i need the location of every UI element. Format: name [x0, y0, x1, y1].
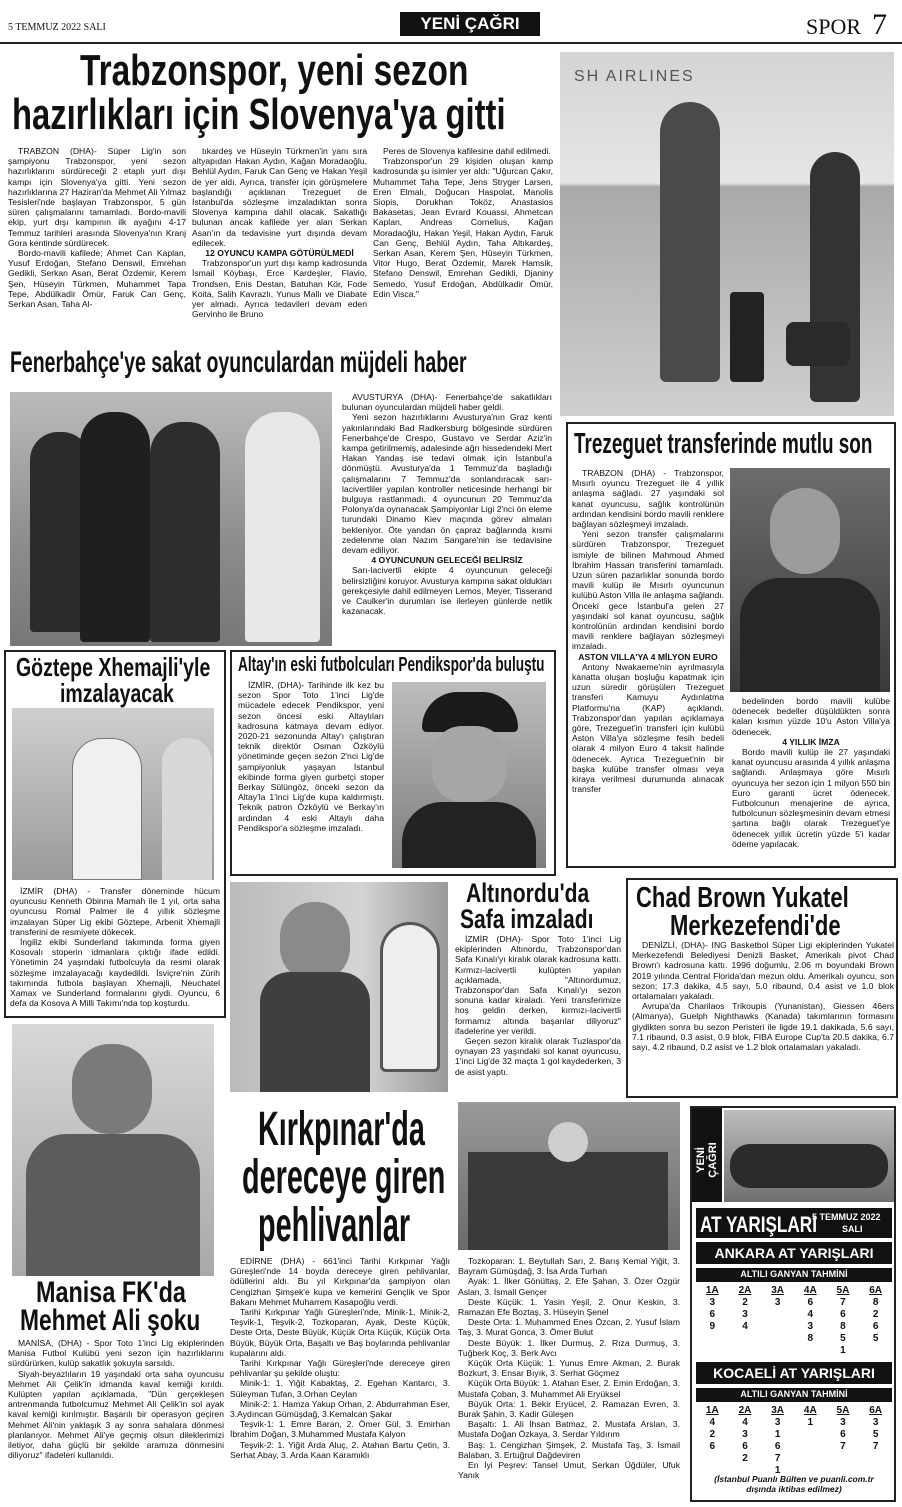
article-trabzonspor-col3: Peres de Slovenya kafilesine dahil edilmedi. Trabzonspor'un 29 kişiden oluşan kamp kadrosunda şu isimler yer aldı: "Uğurcan Çakır, Muhammet Taha Tepe, Jens Stryger Larsen, Eren Elmalı, Doğucan Haspolat, Manolis Siopis, Dorukhan Toköz, Anastasios Bakasetas, Jean Evrard Kouassi, Ahmetcan Kaplan, Andreas Cornelius, Kağan Moradaoğlu, Hakan Yeşil, Hakan Aydın, Faruk Can Genç, Behlül Aydın, Taha Altıkardeş, Serkan Asan, Kerem Şen, Hüseyin Türkmen, Vitor Hugo, Berat Özdemir, Marek Hamsik, Stefano Denswil, Emrehan Gedikli, Djaniny Semedo, Yusuf Erdoğan, Abdülkadir Ömür, Edin Visca.": [373, 146, 553, 299]
ankara-table: [696, 1284, 892, 1356]
headline-trabzonspor-1: Trabzonspor, yeni sezon: [80, 46, 469, 95]
article-trezeguet-col1: TRABZON (DHA) - Trabzonspor, Mısırlı oyuncu Trezeguet ile 4 yıllık anlaşma sağladı. 27 yaşındaki sol kanat oyuncusu, sağlık kontrolünün ardından kendisini bordo mavili renklere bağlayan sözleşmeyi imzaladı. Yeni sezon transfer çalışmalarını sürdüren Trabzonspor, Trezeguet ismiyle de bilinen Mahmoud Ahmed İbrahim Hassan transferini tamamladı. Uzun süren pazarlıklar sonunda bordo mavili kulüp ile Mısırlı oyuncunun kulübü Aston Villa ile anlaşma sağlandı. Önceki gece İstanbul'a gelen 27 yaşındaki sol kanat oyuncusu, sağlık kontrolünün ardından kendisini bordo mavili renklere bağlayan sözleşmeyi imzaladı. ASTON VILLA'YA 4 MİLYON EURO Antony Nwakaeme'nin ayrılmasıyla kanatta oluşan boşluğu kapatmak için uzun süredir görüşülen Trezeguet transferi Kamuyu Aydınlatma Platformu'na (KAP) açıklandı. Trabzonspor'dan yapılan açıklamaya göre, Trezeguet'in transferi için kulübü Aston Villa'ya sözleşme fesih bedeli olarak 4 milyon Euro 4 taksit halinde ödenecek. Ayrıca Trezeguet'nin bir başka kulübe transfer olması veya kiraya verilmesi durumunda alınacak transfer: [572, 468, 724, 795]
photo-trabzonspor-airport: [560, 52, 894, 416]
photo-safa-kinali: [230, 882, 448, 1092]
article-altay: İZMİR, (DHA)- Tarihinde ilk kez bu sezon Spor Toto 1'inci Lig'de mücadele edecek Pendikspor, yeni sezon öncesi eski Altaylıları kadrosuna katmaya devam ediyor. 2020-21 sezonunda Altay'ı çalıştıran teknik direktör Osman Özköylü yönetiminde geçen sezon 2'nci Lig'de şampiyonluk yaşayan İstanbul ekibinde forma giyen gurbetçi stoper Berkay Sülüngöz, önceki sezon da Altay'la 1'inci Lig'de kupa kaldırmıştı. Teknik patron Özköylü ve Berkay'ın ardından 4 eski Altaylı daha Pendikspor'a sözleşme imzaladı.: [238, 680, 384, 833]
section-name: SPOR: [806, 14, 862, 39]
article-altinordu: İZMİR (DHA)- Spor Toto 1'inci Lig ekiplerinden Altınordu, Trabzonspor'dan Safa Kınalı'yı kiralık olarak kadrosuna kattı. Kırmızı-lacivertli kulüpten yapılan açıklamada, "Altınordumuz, Trabzonspor'dan Safa Kınalı'yı sezon sonuna kadar kiraladı. Yeni transferimize hoş geldin derken, kırmızı-lacivertli formamız altında başarılar diliyoruz" ifadelerine yer verildi. Geçen sezon kiralık olarak Tuzlaspor'da oynayan 23 yaşındaki sol kanat oyuncusu, 1'inci Lig'de 32 maçta 1 gol kaydederken, 3 de asist yaptı.: [455, 934, 621, 1077]
article-manisa: MANİSA, (DHA) - Spor Toto 1'inci Lig ekiplerinden Manisa Futbol Kulübü yeni sezon için hazırlıklarını sürdürürken, kulüp sakatlık şokuyla sarsıldı. Siyah-beyazlıların 19 yaşındaki orta saha oyuncusu Mehmet Ali Çelik'in idmanda kaval kemiği kırıldı. Kulüpten yapılan açıklamada, "Dün gerçekleşen antrenmanda futbolcumuz Mehmet Ali Çelik'in sol ayak kaval kemiği kırılmıştır. Başarılı bir operasyon geçiren Mehmet Ali'nin yaklaşık 3 ay sonra sahalara dönmesi planlanıyor. Mehmet Ali'ye geçmiş olsun dileklerimizi iletiyor, daha güçlü bir şekilde aramıza dönmesini diliyoruz" ifadeleri kullanıldı.: [8, 1338, 224, 1461]
headline-fenerbahce: Fenerbahçe'ye sakat oyunculardan müjdeli haber: [10, 346, 467, 379]
headline-manisa-1: Manisa FK'da: [36, 1276, 186, 1309]
headline-chad-brown-2: Merkezefendi'de: [670, 910, 841, 942]
photo-horse-race: [724, 1110, 894, 1202]
table-row: 6 3 4 6 2: [709, 1308, 879, 1320]
kocaeli-table: [696, 1404, 892, 1476]
table-row: 8 5 5: [807, 1332, 879, 1344]
headline-manisa-2: Mehmet Ali şoku: [20, 1304, 201, 1337]
header-rule: [0, 42, 902, 44]
photo-xhemajli: [12, 708, 214, 880]
article-kirkpinar-col1: EDİRNE (DHA) - 661'inci Tarihi Kırkpınar Yağlı Güreşleri'nde 14 boyda dereceye giren pehlivanlar, ödüllerini aldı. Bu yıl Kırkpınar'da şampiyon olan Cengizhan Şimşek'e kupa ve kemerini Gençlik ve Spor Bakanı Mehmet Muharrem Kasapoğlu verdi. Tarihi Kırkpınar Yağlı Güreşleri'nde, Minik-1, Minik-2, Teşvik-1, Teşvik-2, Tozkoparan, Ayak, Deste Küçük, Deste Orta, Deste Büyük, Küçük Orta Küçük, Küçük Orta Büyük, Büyük Orta, Başaltı ve Baş boylarında pehlivanlar kupalarını aldı. Tarihi Kırkpınar Yağlı Güreşleri'nde dereceye giren pehlivanlar şu şekilde oluştu: Minik-1: 1. Yiğit Kabaktaş, 2. Egehan Kantarcı, 3. Süleyman Tufan, 3.Orhan Ceylan Minik-2: 1. Hamza Yakup Orhan, 2. Abdurrahman Eser, 3.Aydıncan Gümüşdağ, 3.Kemalcan Şakar Teşvik-1: 1. Emre Baran, 2. Ömer Gül, 3. Emirhan İbrahim Doğan, 3.Muhammed Mustafa Kalyon Teşvik-2: 1. Yiğit Arda Aluç, 2. Atahan Bartu Çetin, 3. Serhat Abay, 3. Arda Kaan Karamıklı: [230, 1256, 450, 1460]
table-row: 3 2 3 6 7 8: [709, 1296, 879, 1308]
headline-goztepe-2: imzalayacak: [60, 678, 174, 708]
race-date: 5 TEMMUZ 2022: [812, 1212, 881, 1222]
race-footnote: (İstanbul Puanlı Bülten ve puanli.com.tr dışında iktibas edilmez): [714, 1474, 874, 1494]
headline-kirkpinar-3: pehlivanlar: [258, 1199, 411, 1252]
article-trezeguet-col2: bedelinden bordo mavili kulübe ödenecek bedeller düşüldükten sonra kalan kısmın yüzde 10'u Aston Villa'ya ödenecek. 4 YILLIK İMZA Bordo mavili kulüp ile 27 yaşındaki kanat oyuncusu arasında 4 yıllık anlaşma sağlandı. Anlaşmaya göre Mısırlı oyuncuya her sezon için 1 milyon 550 bin Euro garanti ücret ödenecek. Futbolcunun menajerine de ayrıca, futbolcunun sözleşmesinin devam etmesi şartına bağlı olarak Trezeguet'ye ödenecek yıllık ücretin yüzde 5'i kadar ödeme yapılacak.: [732, 696, 890, 849]
aircraft-lettering: SH AIRLINES: [574, 68, 695, 85]
headline-goztepe-1: Göztepe Xhemajli'yle: [16, 652, 211, 682]
ankara-header-row: 1A 2A 3A 4A 5A 6A: [705, 1284, 883, 1296]
article-chad-brown: DENİZLİ, (DHA)- ING Basketbol Süper Ligi ekiplerinden Yukatel Merkezefendi Belediyesi Denizli Basket, Amerikalı pivot Chad Brown'ı kadrosuna kattı. 1996 doğumlu, 2.06 m boyundaki Brown 2019 yılında Central Florida'dan mezun oldu. Amerikalı oyuncu, son sezon; 17.3 dakika, 4.5 sayı, 5.0 ribaund, 0.4 asist ve 1.0 blok ortalamaları yakaladı. Avrupa'da Charilaos Trikoupis (Yunanistan), Giessen 46ers (Almanya), Guelph Nighthawks (Kanada) takımlarının formasını giydikten sonra bu sezon Peristeri ile ligde 19.1 dakikada, 5.6 sayı, 7.1 ribaund, 0.3 asist, 0.9 blok, FIBA Europe Cup'ta 20.5 dakika, 6.7 sayı, 4.2 ribaund, 0.2 asist ve 1.2 blok ortalamaları yakaladı.: [632, 940, 894, 1053]
table-row: 2 3 1 6 5: [709, 1428, 879, 1440]
headline-altay: Altay'ın eski futbolcuları Pendikspor'da buluştu: [238, 654, 545, 676]
ankara-title: ANKARA AT YARIŞLARI: [714, 1245, 874, 1261]
table-row: 9 4 3 8 6: [709, 1320, 879, 1332]
headline-altinordu-1: Altınordu'da: [466, 878, 590, 908]
table-row: 4 4 3 1 3 3: [709, 1416, 879, 1428]
race-title: AT YARIŞLARI: [700, 1212, 817, 1237]
headline-trabzonspor-2: hazırlıkları için Slovenya'ya gitti: [12, 90, 506, 139]
issue-date: 5 TEMMUZ 2022 SALI: [8, 22, 106, 33]
race-brand: YENİ ÇAĞRI: [695, 1142, 719, 1178]
headline-trezeguet: Trezeguet transferinde mutlu son: [574, 428, 873, 460]
photo-osman-ozkoylu: [392, 682, 546, 868]
article-fenerbahce: AVUSTURYA (DHA)- Fenerbahçe'de sakatlıkları bulunan oyunculardan müjdeli haber geldi. Yeni sezon hazırlıklarını Avusturya'nın Graz kenti yakınlarındaki Bad Radkersburg bölgesinde sürdüren Fenerbahçe'de Crespo, Gustavo ve Serdar Aziz'in kampa getirilmemiş, adalesinde ağrı hissedendeki Mert Hakan Yandaş ise tedavi olmak için İstanbul'a dönmüştü. Avusturya'da 1 Temmuz'da başladığı çalışmalarını 7 Temmuz'da sonlandıracak sarı-lacivertliler yapılan kontroller neticesinde herhangi bir bulguya rastlanmadı. 4 oyuncunun 20 Temmuz'da Polonya'da oynanacak Şampiyonlar Ligi 2'nci ön eleme turundaki Dinamo Kiev maçında görev almaları bekleniyor. Öte yandan ön çapraz bağlarında kısmi zedelenme olan Nazım Sangare'nin ise tedavisine devam ediliyor. 4 OYUNCUNUN GELECEĞİ BELİRSİZ Sarı-lacivertli ekipte 4 oyuncunun geleceği belirsizliğini koruyor. Avusturya kampına sakat oldukları gerekçesiyle dahil edilmeyen Lemos, Meyer, Tisserand ve Caulker'in durumları ise ilerleyen günlerde netlik kazanacak.: [342, 392, 552, 617]
headline-altinordu-2: Safa imzaladı: [460, 904, 594, 934]
photo-mehmet-ali-celik: [12, 1024, 214, 1276]
kocaeli-sub: ALTILI GANYAN TAHMİNİ: [740, 1389, 848, 1399]
race-day: SALI: [842, 1224, 863, 1234]
table-row: 1: [840, 1344, 846, 1356]
table-row: 2 7: [742, 1452, 781, 1464]
photo-fenerbahce-training: [10, 392, 332, 646]
ankara-sub: ALTILI GANYAN TAHMİNİ: [740, 1269, 848, 1279]
masthead-logo: YENİ ÇAĞRI: [400, 12, 540, 36]
page-number: 7: [872, 8, 887, 41]
headline-chad-brown-1: Chad Brown Yukatel: [636, 882, 849, 914]
table-row: 1: [774, 1464, 781, 1476]
kocaeli-title: KOCAELİ AT YARIŞLARI: [713, 1365, 875, 1381]
headline-kirkpinar-2: dereceye giren: [242, 1151, 446, 1204]
kocaeli-header-row: 1A 2A 3A 4A 5A 6A: [705, 1404, 883, 1416]
photo-trezeguet: [730, 468, 890, 692]
article-goztepe: İZMİR (DHA) - Transfer döneminde hücum oyuncusu Kenneth Obinna Mamah ile 1 yıl, orta saha oyuncusu Romal Palmer ile 4 yıllık sözleşme imzalayan Süper Lig ekibi Göztepe, Arbenit Xhemajli transferini de resmiyete dökecek. İngiliz ekibi Sunderland takımında forma giyen Kosovalı stoperin idmanlara çıktığı ifade edildi. Yönetimin 24 yaşındaki futbolcuyla da resmi olarak sözleşme imzalayacağı kaydedildi. İsviçre'nin Zürih takımında futbola başlayan Xhemajli, Neuchatel Xamax ve Sunderland formalarını giydi. Oyuncu, 6 defa da Kosova A Milli Takımı'nda top koşturdu.: [10, 886, 220, 1009]
photo-kirkpinar-ceremony: [458, 1102, 680, 1250]
article-trabzonspor-col1: TRABZON (DHA)- Süper Lig'in son şampiyonu Trabzonspor, yeni sezon hazırlıklarını sürdüreceği 2 etaplı yurt dışı kampı için Slovenya'ya gitti. Yeni sezon hazırlıklarına 27 Haziran'da Mehmet Ali Yılmaz Tesisleri'nde başlayan Trabzonspor, 5 gün süren çalışmalarını tamamladı. Bordo-mavili ekip, yurt dışı kampının ilk ayağını 4-17 Temmuz tarihleri arasında Slovenya'nın Kranj Gora kentinde sürdürecek. Bordo-mavili kafilede; Ahmet Can Kaplan, Yusuf Erdoğan, Stefano Denswil, Emrehan Gedikli, Serkan Asan, Berat Özdemir, Kerem Şen, Hüseyin Türkmen, Muhammet Tapa Tepe, Abdülkadir Ömür, Faruk Can Genç, Serkan Asan, Taha Al-: [8, 146, 186, 310]
article-trabzonspor-col2: tıkardeş ve Hüseyin Türkmen'in yanı sıra altyapıdan Hakan Aydın, Kağan Moradaoğlu, Behlül Aydın, Faruk Can Genç ve Hakan Yeşil de yer aldı. Ayrıca, transfer için görüşmelere başlandığı açıklanan Trezeguet de İstanbul'da sözleşme imzaladıktan sonra Slovenya kampına dahil olacak. Sakatlığı bulunan ancak kafilede yer alan Serkan Asan'ın da tedavisine yurt dışında devam edilecek. 12 OYUNCU KAMPA GÖTÜRÜLMEDİ Trabzonspor'un yurt dışı kamp kadrosunda İsmail Köybaşı, Erce Kardeşler, Flavio, Trondsen, Enis Destan, Batuhan Kör, Fode Koita, Salih Kavrazlı, Yunus Mallı ve Diabate yer almadı. Ayrıca tedavileri devam eden Gervinho ile Bruno: [192, 146, 367, 320]
article-kirkpinar-col2: Tozkoparan: 1. Beytullah Sarı, 2. Barış Kemal Yiğit, 3. Bayram Gümüşdağ, 3. İsa Arda Turhan Ayak: 1. İlker Gönültaş, 2. Efe Şahan, 3. Özer Özgür Aslan, 3. İsmail Gençer Deste Küçük: 1. Yasin Yeşil, 2. Onur Keskin, 3. Ramazan Efe Boztaş, 3. Hüseyin Şenel Deste Orta: 1. Muhammed Enes Özcan, 2. Yusuf İslam Taş, 3. Murat Gonca, 3. Ömer Bulut Deste Büyük: 1. İlker Durmuş, 2. Rıza Durmuş, 3. Tuğberk Koç, 3. Berk Avcı Küçük Orta Küçük: 1. Yunus Emre Akman, 2. Burak Bozkurt, 3. Ensar Bıyık, 3. Serhat Göçmez Küçük Orta Büyük: 1. Atahan Eser, 2. Emin Erdoğan, 3. Mustafa Çoban, 3. Muhammet Ali Eryüksel Büyük Orta: 1. Bekir Eryücel, 2. Ramazan Evren, 3. Burak Şahin, 3. Kadir Güleşen Başaltı: 1. Ali İhsan Batmaz, 2. Mustafa Arslan, 3. Mustafa Doğan Özkaya, 3. Serdar Yıldırım Baş: 1. Cengizhan Şimşek, 2. Mustafa Taş, 3. İsmail Balaban, 3. Ertuğrul Dağdeviren En İyi Peşrev: Tansel Umut, Serkan Üğdüler, Ufuk Yanık: [458, 1256, 680, 1481]
headline-kirkpinar-1: Kırkpınar'da: [258, 1103, 425, 1156]
table-row: 6 6 6 7 7: [709, 1440, 879, 1452]
